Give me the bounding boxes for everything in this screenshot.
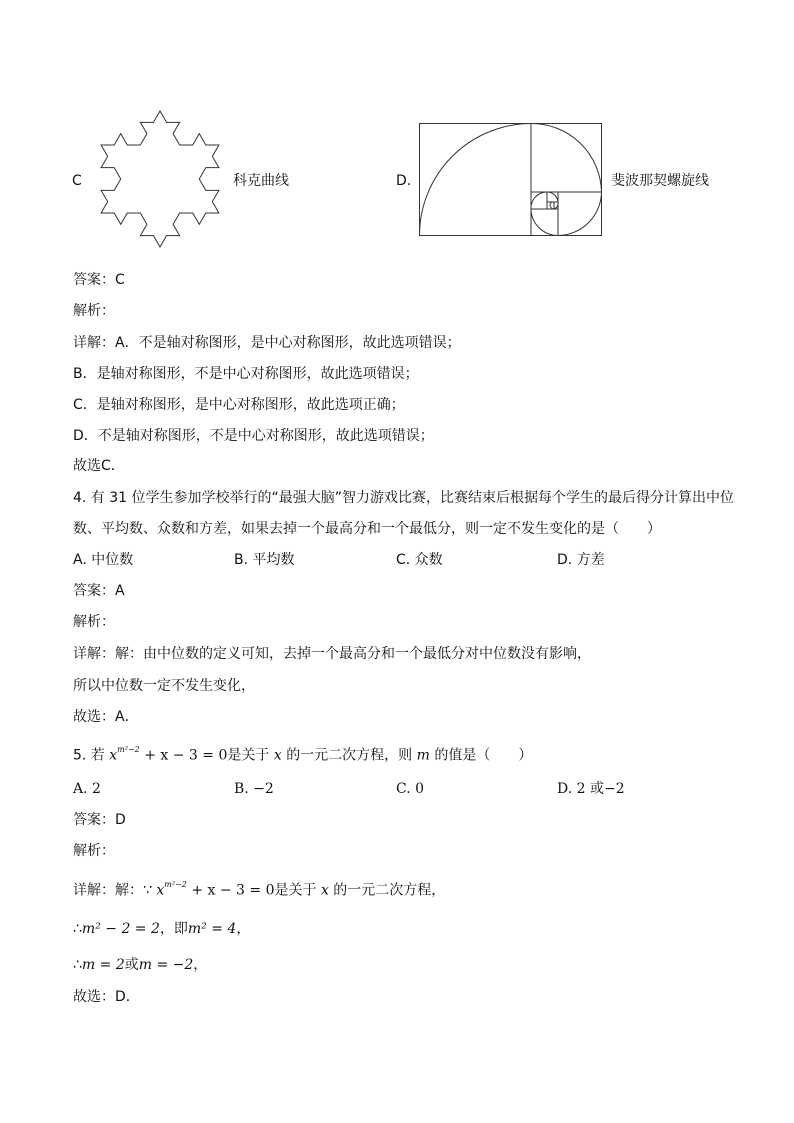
q5-option-b: B. −2 [234, 781, 274, 797]
fibonacci-spiral-figure [419, 123, 603, 237]
q5-step2-equation: m = 2 [81, 957, 125, 973]
q5-step2-comma: ， [193, 957, 208, 973]
q3-analysis-heading: 解析： [73, 303, 115, 319]
q5-stem [73, 742, 532, 766]
q3-detail-d: D．不是轴对称图形，不是中心对称图形，故此选项错误； [73, 428, 434, 444]
q5-detail-eq-base: x [156, 882, 165, 899]
q5-equation-rest: + x − 3 = 0 [144, 747, 228, 764]
fibonacci-spiral-caption: 斐波那契螺旋线 [611, 173, 709, 189]
q5-step1-equation2: m² = 4 [187, 921, 237, 937]
q4-option-c: C. 众数 [396, 552, 443, 568]
q3-conclusion: 故选C． [73, 458, 125, 474]
q5-detail-mid: 是关于 [274, 882, 317, 899]
koch-snowflake-figure [85, 104, 235, 254]
q5-detail-prefix: 详解：解：∵ [73, 882, 152, 899]
q3-detail-c: C．是轴对称图形，是中心对称图形，故此选项正确； [73, 397, 405, 413]
q5-detail-var-x: x [320, 882, 329, 899]
q4-stem-line1: 4. 有 31 位学生参加学校举行的“最强大脑”智力游戏比赛，比赛结束后根据每个学生的最后得分计算出中位 [73, 490, 735, 506]
q5-step2 [73, 955, 207, 975]
q5-equation-exponent: m²−2 [117, 745, 140, 754]
q5-step2-or: 或 [124, 957, 139, 973]
q4-answer: 答案：A [73, 583, 125, 599]
q3-detail-a: 详解：A．不是轴对称图形，是中心对称图形，故此选项错误； [73, 335, 461, 351]
q5-analysis-heading: 解析： [73, 843, 115, 859]
option-d-label: D. [396, 173, 412, 189]
q5-var-x: x [273, 747, 282, 764]
q5-step1-that-is: ，即 [159, 921, 188, 937]
q5-equation-base: x [109, 747, 118, 764]
q5-option-a: A. 2 [73, 781, 101, 797]
q5-stem-end: 的值是（ ） [434, 747, 533, 764]
q4-conclusion: 故选：A． [73, 709, 139, 725]
q5-step2-therefore: ∴ [73, 957, 82, 973]
q5-detail-eq-rest: + x − 3 = 0 [191, 882, 275, 899]
q4-stem-line2: 数、平均数、众数和方差，如果去掉一个最高分和一个最低分，则一定不发生变化的是（ ） [73, 521, 661, 537]
q5-step1-comma: ， [236, 921, 251, 937]
q5-stem-mid: 是关于 [227, 747, 270, 764]
q3-answer: 答案：C [73, 272, 125, 288]
q5-prefix: 5. 若 [73, 747, 105, 764]
q5-conclusion: 故选：D． [73, 989, 140, 1005]
q5-detail [73, 877, 445, 901]
q5-option-c: C. 0 [396, 781, 425, 797]
q5-step1 [73, 919, 250, 939]
q4-analysis-heading: 解析： [73, 614, 115, 630]
q5-detail-eq-exponent: m²−2 [164, 880, 187, 889]
q4-option-b: B. 平均数 [234, 552, 295, 568]
q5-detail-end: 的一元二次方程， [333, 882, 446, 899]
q5-step2-equation2: m = −2 [138, 957, 194, 973]
q5-step1-equation: m² − 2 = 2 [81, 921, 160, 937]
q4-option-a: A. 中位数 [73, 552, 134, 568]
q5-var-m: m [416, 747, 430, 764]
q4-detail-1: 详解：解：由中位数的定义可知，去掉一个最高分和一个最低分对中位数没有影响， [73, 646, 591, 662]
q5-option-d: D. 2 或−2 [557, 781, 625, 797]
q5-step1-therefore: ∴ [73, 921, 82, 937]
option-c-label: C [72, 173, 82, 189]
q5-answer: 答案：D [73, 812, 126, 828]
koch-curve-caption: 科克曲线 [233, 173, 289, 189]
q5-stem-mid2: 的一元二次方程，则 [286, 747, 413, 764]
q4-detail-2: 所以中位数一定不发生变化， [73, 678, 255, 694]
q4-option-d: D. 方差 [557, 552, 605, 568]
q3-detail-b: B．是轴对称图形，不是中心对称图形，故此选项错误； [73, 366, 419, 382]
